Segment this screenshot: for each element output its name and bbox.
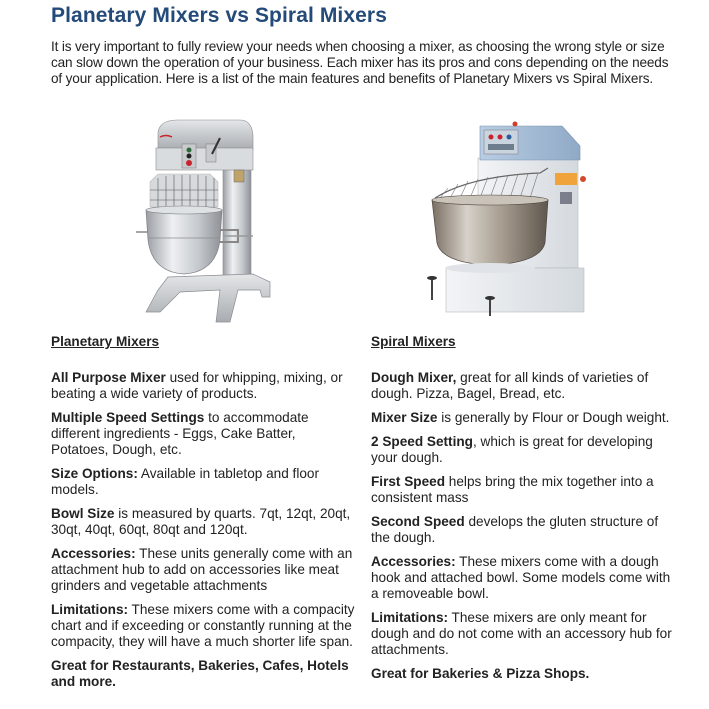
spiral-feature	[371, 610, 676, 658]
feature-label: Accessories:	[371, 554, 456, 569]
feature-text: Available in tabletop and floor models.	[51, 466, 319, 497]
spiral-mixer-icon	[420, 118, 595, 318]
planetary-column	[51, 334, 356, 690]
feature-text: is generally by Flour or Dough weight.	[437, 410, 670, 425]
feature-text: great for all kinds of varieties of dough. Pizza, Bagel, Bread, etc.	[371, 370, 649, 401]
spiral-feature	[371, 410, 676, 426]
feature-text: develops the gluten structure of the dough.	[371, 514, 659, 545]
spiral-feature	[371, 514, 676, 546]
intro-paragraph: It is very important to fully review your needs when choosing a mixer, as choosing the wrong style or size can slow down the operation of your business. Each mixer has its pros and cons depending on the needs of your application. Here is a list of the main features and benefits of Planetary Mixers vs Spiral Mixers.	[51, 39, 669, 86]
page-title: Planetary Mixers vs Spiral Mixers	[51, 4, 387, 27]
feature-label: Multiple Speed Settings	[51, 410, 205, 425]
spiral-feature	[371, 434, 676, 466]
feature-text: used for whipping, mixing, or beating a wide variety of products.	[51, 370, 343, 401]
spiral-feature	[371, 554, 676, 602]
spiral-feature	[371, 474, 676, 506]
feature-text: to accommodate different ingredients - Eggs, Cake Batter, Potatoes, Dough, etc.	[51, 410, 309, 457]
planetary-feature	[51, 370, 356, 402]
planetary-heading: Planetary Mixers	[51, 334, 160, 349]
feature-text: helps bring the mix together into a consistent mass	[371, 474, 654, 505]
planetary-feature	[51, 410, 356, 458]
feature-label: Size Options:	[51, 466, 138, 481]
spiral-closing: Great for Bakeries & Pizza Shops.	[371, 666, 590, 681]
feature-label: Limitations:	[371, 610, 449, 625]
spiral-feature	[371, 370, 676, 402]
feature-label: Mixer Size	[371, 410, 438, 425]
feature-label: Dough Mixer,	[371, 370, 457, 385]
planetary-feature	[51, 602, 356, 650]
feature-label: 2 Speed Setting	[371, 434, 473, 449]
planetary-mixer-image	[128, 112, 278, 327]
feature-label: All Purpose Mixer	[51, 370, 166, 385]
planetary-feature	[51, 546, 356, 594]
feature-text: is measured by quarts. 7qt, 12qt, 20qt, 30qt, 40qt, 60qt, 80qt and 120qt.	[51, 506, 351, 537]
spiral-mixer-image	[420, 118, 595, 318]
spiral-heading: Spiral Mixers	[371, 334, 456, 349]
planetary-closing: Great for Restaurants, Bakeries, Cafes, Hotels and more.	[51, 658, 349, 689]
spiral-column	[371, 334, 676, 682]
feature-label: Second Speed	[371, 514, 465, 529]
feature-text: These mixers are only meant for dough and do not come with an accessory hub for attachments.	[371, 610, 672, 657]
feature-text: These mixers come with a dough hook and attached bowl. Some models come with a removeable bowl.	[371, 554, 671, 601]
feature-label: Accessories:	[51, 546, 136, 561]
feature-text: These mixers come with a compacity chart and if exceeding or constantly running at the compacity, they will have a much shorter life span.	[51, 602, 355, 649]
planetary-mixer-icon	[128, 112, 278, 327]
feature-label: Bowl Size	[51, 506, 115, 521]
feature-text: These units generally come with an attachment hub to add on accessories like meat grinders and vegetable attachments	[51, 546, 353, 593]
feature-label: First Speed	[371, 474, 446, 489]
planetary-feature	[51, 506, 356, 538]
planetary-feature	[51, 466, 356, 498]
feature-label: Limitations:	[51, 602, 129, 617]
feature-text: , which is great for developing your dough.	[371, 434, 653, 465]
